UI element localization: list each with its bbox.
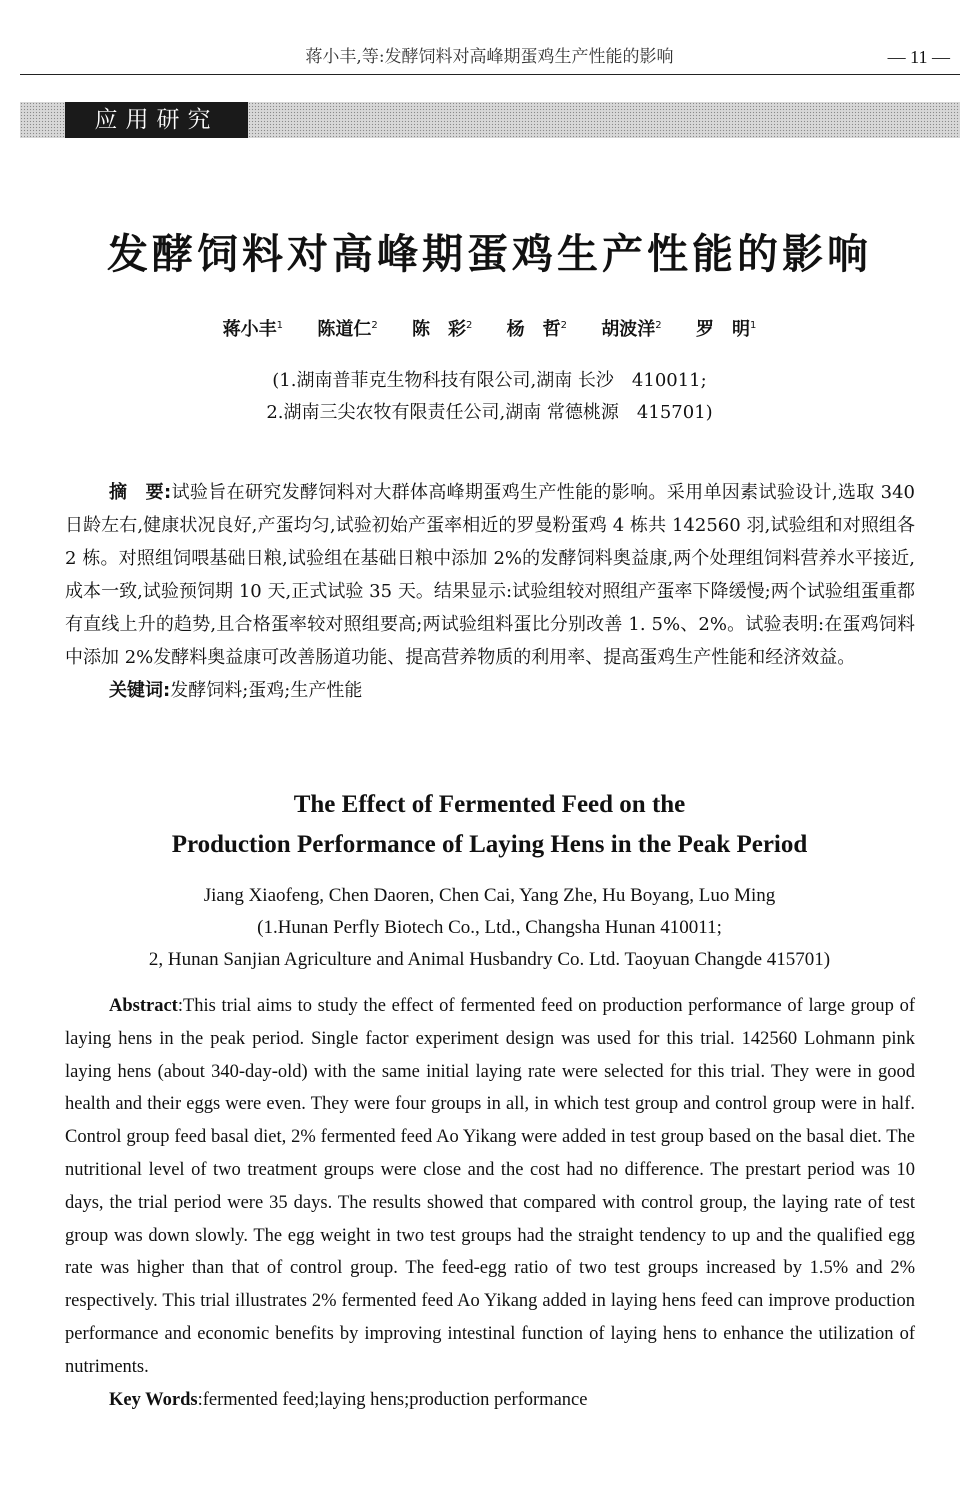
author [696,319,756,340]
author-affiliation-mark: 2 [371,320,378,331]
affiliation-line-2: 2.湖南三尖农牧有限责任公司,湖南 常德桃源 415701) [266,402,713,423]
section-label: 应用研究 [65,102,248,138]
english-title-line-2: Production Performance of Laying Hens in the Peak Period [171,831,808,858]
english-affiliation-line-2: 2, Hunan Sanjian Agriculture and Animal Husbandry Co. Ltd. Taoyuan Changde 415701) [148,949,831,970]
author-name: 杨 哲 [506,319,561,340]
author-affiliation-mark: 2 [560,320,568,331]
author [601,319,661,340]
keywords-cn-label: 关键词: [109,680,171,701]
author [507,319,567,340]
abstract-en-text: :This trial aims to study the effect of fermented feed on production performance of large group of laying hens in the peak period. Single factor experiment design was used for this trial. 142560 Lohmann pink laying hens (about 340-day-old) with the same initial laying rate were selected for this trial. They were in good health and their eggs were even. They were four groups in all, in which test group and control group were in half. Control group feed basal diet, 2% fermented feed Ao Yikang were added in test group based on the basal diet. The nutritional level of two treatment groups were close and the cost had no difference. The prestart period was 10 days, the trial period were 35 days. The results showed that compared with control group, the laying rate of test group was down slowly. The egg weight in two test groups had the straight tendency to up and the qualified egg rate was higher than that of control group. The feed-egg ratio of two test groups increased by 1.5% and 2% respectively. This trial illustrates 2% fermented feed Ao Yikang added in laying hens feed can improve production performance and economic benefits by improving intestinal function of laying hens to enhance the utilization of nutriments. [65,996,915,1377]
paper-title: 发酵饲料对高峰期蛋鸡生产性能的影响 [107,230,872,278]
running-title: 蒋小丰,等:发酵饲料对高峰期蛋鸡生产性能的影响 [305,47,674,67]
english-title [0,785,979,865]
author-affiliation-mark: 2 [465,320,473,331]
author [223,319,283,340]
author-name: 蒋小丰 [222,319,277,340]
page-number: — 11 — [887,47,950,67]
keywords-en-paragraph [65,1384,915,1417]
author-name: 陈道仁 [317,319,372,340]
author-affiliation-mark: 2 [655,320,662,331]
author-name: 胡波洋 [601,319,656,340]
author-name: 罗 明 [695,319,750,340]
running-header [20,44,960,75]
english-title-line-1: The Effect of Fermented Feed on the [293,791,686,818]
keywords-cn-text: 发酵饲料;蛋鸡;生产性能 [170,680,363,701]
author-name: 陈 彩 [411,319,466,340]
keywords-en-label: Key Words [109,1389,198,1410]
author [317,319,377,340]
english-authors: Jiang Xiaofeng, Chen Daoren, Chen Cai, Yang Zhe, Hu Boyang, Luo Ming [203,885,776,906]
author-list [0,312,979,344]
author [412,319,472,340]
abstract-cn-text: 试验旨在研究发酵饲料对大群体高峰期蛋鸡生产性能的影响。采用单因素试验设计,选取 340 日龄左右,健康状况良好,产蛋均匀,试验初始产蛋率相近的罗曼粉蛋鸡 4 栋共 142560 羽,试验组和对照组各 2 栋。对照组饲喂基础日粮,试验组在基础日粮中添加 2%的发酵饲料奥益康,两个处理组饲料营养水平接近,成本一致,试验预饲期 10 天,正式试验 35 天。结果显示:试验组较对照组产蛋率下降缓慢;两个试验组蛋重都有直线上升的趋势,且合格蛋率较对照组要高;两试验组料蛋比分别改善 1. 5%、2%。试验表明:在蛋鸡饲料中添加 2%发酵料奥益康可改善肠道功能、提高营养物质的利用率、提高蛋鸡生产性能和经济效益。 [65,482,916,668]
affiliation-line-1: (1.湖南普菲克生物科技有限公司,湖南 长沙 410011; [272,370,707,391]
chinese-abstract [65,476,915,707]
english-affiliation-line-1: (1.Hunan Perfly Biotech Co., Ltd., Changsha Hunan 410011; [257,917,722,938]
section-band [20,102,960,138]
abstract-en-paragraph [65,990,915,1384]
english-abstract [65,990,915,1416]
abstract-cn-label: 摘 要: [109,482,172,503]
abstract-en-label: Abstract [109,996,178,1016]
author-affiliation-mark: 1 [276,320,284,331]
author-affiliation-mark: 1 [749,320,757,331]
keywords-en-text: :fermented feed;laying hens;production performance [197,1389,588,1410]
abstract-cn-paragraph [65,476,915,674]
keywords-cn-paragraph [65,674,915,707]
